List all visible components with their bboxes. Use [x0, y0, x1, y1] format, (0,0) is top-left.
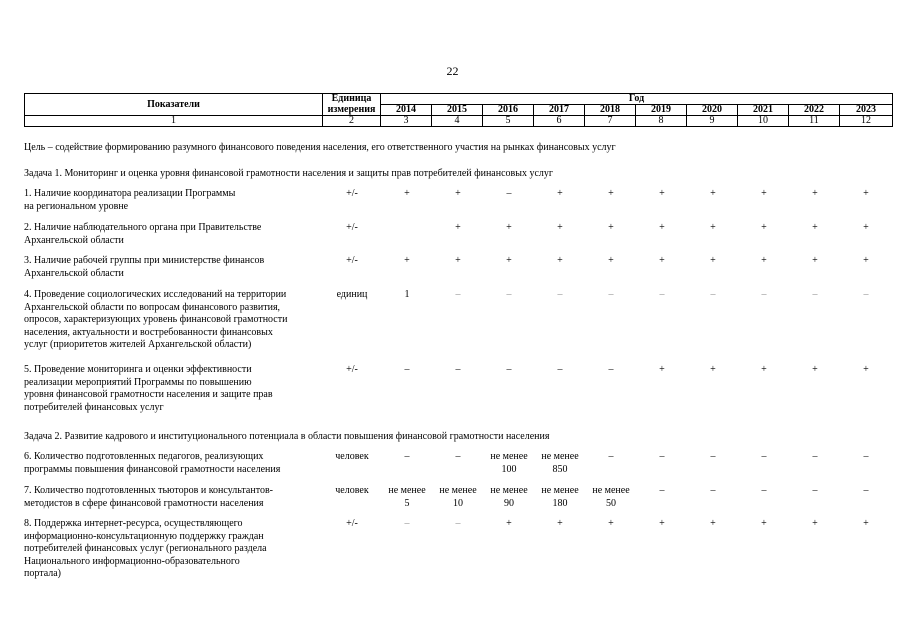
indicator-label-line: 8. Поддержка интернет-ресурса, осуществляющего: [24, 518, 243, 529]
value-text: –: [863, 485, 869, 496]
year-value-cell: [534, 289, 586, 302]
value-text: +: [455, 188, 461, 199]
value-text: +: [404, 188, 410, 199]
value-text: 5: [404, 497, 410, 509]
header-year-cell: 2021: [738, 105, 789, 116]
value-text: –: [812, 485, 818, 496]
year-value-cell: [840, 485, 892, 498]
column-number: 5: [483, 116, 534, 127]
header-year-cell: 2015: [432, 105, 483, 116]
value-text: –: [710, 289, 716, 300]
year-value-cell: [534, 188, 586, 201]
value-text: +: [659, 518, 665, 529]
value-text: +: [710, 188, 716, 199]
year-value-cell: [432, 188, 484, 201]
indicator-label-line: потребителей финансовых услуг (регионального раздела: [24, 543, 267, 554]
year-value-cell: [483, 485, 535, 510]
value-text: +: [761, 364, 767, 375]
column-number: 4: [432, 116, 483, 127]
year-value-cell: [789, 188, 841, 201]
year-value-cell: [840, 289, 892, 302]
year-value-cell: [483, 222, 535, 235]
value-text: +: [710, 222, 716, 233]
indicator-label: [24, 451, 324, 476]
year-value-cell: [483, 255, 535, 268]
value-text: не менее: [439, 485, 477, 496]
year-value-cell: [381, 188, 433, 201]
value-text: –: [761, 485, 767, 496]
value-text: –: [659, 289, 665, 300]
year-value-cell: [585, 451, 637, 464]
header-year-cell: 2022: [789, 105, 840, 116]
value-text: –: [761, 289, 767, 300]
value-text: +: [812, 255, 818, 266]
indicator-label-line: методистов в сфере финансовой грамотности населения: [24, 497, 264, 509]
column-number: 6: [534, 116, 585, 127]
year-value-cell: [381, 451, 433, 464]
value-text: +: [863, 518, 869, 529]
indicator-label-line: на региональном уровне: [24, 200, 129, 212]
header-unit-line2: измерения: [323, 105, 381, 116]
year-value-cell: [789, 451, 841, 464]
year-value-cell: [585, 255, 637, 268]
value-text: +: [812, 518, 818, 529]
value-text: не менее: [490, 485, 528, 496]
value-text: –: [404, 451, 410, 462]
value-text: +: [863, 188, 869, 199]
header-year-cell: 2020: [687, 105, 738, 116]
unit-cell: +/-: [346, 518, 358, 529]
value-text: 850: [552, 463, 568, 475]
value-text: +: [455, 255, 461, 266]
value-text: –: [506, 188, 512, 199]
unit-cell: +/-: [346, 222, 358, 233]
year-value-cell: [636, 188, 688, 201]
value-text: +: [761, 188, 767, 199]
value-text: –: [455, 289, 461, 300]
unit-cell: +/-: [346, 364, 358, 375]
year-value-cell: [534, 364, 586, 377]
value-text: +: [557, 222, 563, 233]
value-text: –: [863, 289, 869, 300]
indicator-table-header: [24, 93, 893, 127]
indicator-label-line: программы повышения финансовой грамотности населения: [24, 463, 281, 475]
value-text: –: [557, 364, 563, 375]
year-value-cell: [687, 485, 739, 498]
column-number: 8: [636, 116, 687, 127]
year-value-cell: [789, 485, 841, 498]
unit-cell: человек: [335, 485, 369, 496]
year-value-cell: [381, 364, 433, 377]
indicator-label: [24, 289, 324, 352]
value-text: –: [812, 289, 818, 300]
header-indicators: Показатели: [25, 94, 323, 116]
year-value-cell: [636, 485, 688, 498]
value-text: +: [761, 255, 767, 266]
indicator-label: [24, 188, 324, 213]
indicator-label-line: населения, актуальности и востребованности финансовых: [24, 326, 273, 338]
indicator-label-line: 4. Проведение социологических исследований на территории: [24, 289, 287, 300]
value-text: +: [812, 364, 818, 375]
year-value-cell: [840, 222, 892, 235]
unit-cell: +/-: [346, 255, 358, 266]
column-number: 7: [585, 116, 636, 127]
value-text: 100: [501, 463, 517, 475]
indicator-label-line: информационно-консультационную поддержку граждан: [24, 530, 264, 542]
value-text: не менее: [541, 485, 579, 496]
value-text: +: [608, 255, 614, 266]
value-text: –: [608, 364, 614, 375]
value-text: –: [863, 451, 869, 462]
value-text: –: [455, 518, 461, 529]
year-value-cell: [636, 518, 688, 531]
year-value-cell: [534, 451, 586, 476]
header-year-cell: 2017: [534, 105, 585, 116]
value-text: +: [812, 222, 818, 233]
value-text: –: [608, 289, 614, 300]
value-text: +: [608, 188, 614, 199]
year-value-cell: [483, 188, 535, 201]
year-value-cell: [789, 364, 841, 377]
value-text: не менее: [388, 485, 426, 496]
year-value-cell: [789, 518, 841, 531]
indicator-label: [24, 518, 324, 581]
value-text: +: [863, 255, 869, 266]
value-text: –: [659, 451, 665, 462]
year-value-cell: [381, 485, 433, 510]
value-text: –: [710, 451, 716, 462]
value-text: +: [761, 518, 767, 529]
value-text: +: [659, 188, 665, 199]
year-value-cell: [432, 485, 484, 510]
column-number: 2: [323, 116, 381, 127]
year-value-cell: [738, 289, 790, 302]
value-text: +: [863, 222, 869, 233]
year-value-cell: [687, 222, 739, 235]
value-text: +: [506, 222, 512, 233]
value-text: –: [506, 364, 512, 375]
value-text: +: [812, 188, 818, 199]
year-value-cell: [534, 255, 586, 268]
unit-cell: +/-: [346, 188, 358, 199]
year-value-cell: [636, 451, 688, 464]
value-text: +: [557, 518, 563, 529]
value-text: –: [659, 485, 665, 496]
value-text: 1: [404, 289, 410, 300]
value-text: 90: [504, 497, 514, 509]
goal-text: Цель – содействие формированию разумного финансового поведения населения, его ответственного участия на рынках финансовых услуг: [24, 142, 616, 153]
indicator-label-line: реализации мероприятий Программы по повышению: [24, 376, 252, 388]
indicator-label: [24, 364, 324, 414]
year-value-cell: [789, 289, 841, 302]
year-value-cell: [789, 255, 841, 268]
header-year-cell: 2018: [585, 105, 636, 116]
year-value-cell: [840, 451, 892, 464]
header-year-cell: 2019: [636, 105, 687, 116]
column-number: 9: [687, 116, 738, 127]
task-2-heading: Задача 2. Развитие кадрового и институционального потенциала в области повышения финансовой грамотности населения: [24, 431, 550, 442]
year-value-cell: [738, 188, 790, 201]
year-value-cell: [381, 255, 433, 268]
year-value-cell: [585, 289, 637, 302]
value-text: не менее: [541, 451, 579, 462]
indicator-label-line: услуг (приоритетов жителей Архангельской области): [24, 339, 252, 350]
year-value-cell: [687, 289, 739, 302]
year-value-cell: [738, 222, 790, 235]
year-value-cell: [381, 518, 433, 531]
year-value-cell: [840, 255, 892, 268]
year-value-cell: [840, 518, 892, 531]
value-text: +: [608, 222, 614, 233]
value-text: –: [557, 289, 563, 300]
indicator-label-line: Архангельской области: [24, 234, 124, 246]
year-value-cell: [687, 188, 739, 201]
year-value-cell: [687, 518, 739, 531]
value-text: +: [863, 364, 869, 375]
value-text: –: [404, 518, 410, 529]
indicator-label-line: 1. Наличие координатора реализации Программы: [24, 188, 236, 199]
year-value-cell: [687, 364, 739, 377]
year-value-cell: [738, 255, 790, 268]
indicator-label-line: Архангельской области: [24, 267, 124, 279]
value-text: +: [710, 364, 716, 375]
year-value-cell: [738, 364, 790, 377]
year-value-cell: [534, 518, 586, 531]
indicator-label: [24, 222, 324, 247]
header-year-cell: 2016: [483, 105, 534, 116]
value-text: 180: [552, 497, 568, 509]
task-1-heading: Задача 1. Мониторинг и оценка уровня финансовой грамотности населения и защиты прав потребителей финансовых услуг: [24, 168, 553, 179]
year-value-cell: [585, 485, 637, 510]
value-text: –: [455, 364, 461, 375]
indicator-label-line: портала): [24, 568, 61, 579]
year-value-cell: [381, 289, 433, 302]
year-value-cell: [432, 255, 484, 268]
year-value-cell: [483, 364, 535, 377]
value-text: +: [506, 518, 512, 529]
header-year-cell: 2014: [381, 105, 432, 116]
value-text: +: [659, 364, 665, 375]
indicator-label-line: 5. Проведение мониторинга и оценки эффективности: [24, 364, 252, 375]
value-text: +: [557, 255, 563, 266]
indicator-label-line: 7. Количество подготовленных тьюторов и консультантов-: [24, 485, 274, 496]
year-value-cell: [483, 451, 535, 476]
column-number: 3: [381, 116, 432, 127]
page-number: 22: [446, 64, 459, 78]
year-value-cell: [636, 222, 688, 235]
year-value-cell: [585, 364, 637, 377]
value-text: не менее: [592, 485, 630, 496]
header-year-cell: 2023: [840, 105, 893, 116]
year-value-cell: [534, 485, 586, 510]
year-value-cell: [483, 289, 535, 302]
value-text: +: [608, 518, 614, 529]
value-text: –: [404, 364, 410, 375]
year-value-cell: [432, 289, 484, 302]
indicator-label-line: 3. Наличие рабочей группы при министерстве финансов: [24, 255, 265, 266]
year-value-cell: [738, 485, 790, 498]
indicator-label-line: 6. Количество подготовленных педагогов, реализующих: [24, 451, 264, 462]
value-text: +: [506, 255, 512, 266]
year-value-cell: [636, 289, 688, 302]
year-value-cell: [432, 518, 484, 531]
column-number: 11: [789, 116, 840, 127]
value-text: –: [608, 451, 614, 462]
indicator-label-line: уровня финансовой грамотности населения и защите прав: [24, 389, 273, 400]
year-value-cell: [483, 518, 535, 531]
header-year: Год: [381, 94, 893, 105]
value-text: –: [506, 289, 512, 300]
indicator-label-line: Архангельской области по вопросам финансового развития,: [24, 301, 281, 313]
indicator-label: [24, 255, 324, 280]
value-text: 10: [453, 497, 463, 509]
year-value-cell: [585, 222, 637, 235]
value-text: +: [761, 222, 767, 233]
value-text: –: [710, 485, 716, 496]
value-text: –: [812, 451, 818, 462]
indicator-label: [24, 485, 324, 510]
year-value-cell: [585, 518, 637, 531]
year-value-cell: [636, 255, 688, 268]
year-value-cell: [432, 222, 484, 235]
year-value-cell: [585, 188, 637, 201]
indicator-label-line: опросов, характеризующих уровень финансовой грамотности: [24, 314, 288, 325]
year-value-cell: [432, 451, 484, 464]
year-value-cell: [534, 222, 586, 235]
value-text: –: [455, 451, 461, 462]
value-text: +: [557, 188, 563, 199]
year-value-cell: [738, 518, 790, 531]
year-value-cell: [789, 222, 841, 235]
indicator-label-line: 2. Наличие наблюдательного органа при Правительстве: [24, 222, 262, 233]
value-text: +: [659, 222, 665, 233]
value-text: +: [659, 255, 665, 266]
year-value-cell: [432, 364, 484, 377]
value-text: +: [404, 255, 410, 266]
year-value-cell: [687, 451, 739, 464]
unit-cell: единиц: [336, 289, 368, 300]
unit-cell: человек: [335, 451, 369, 462]
indicator-label-line: потребителей финансовых услуг: [24, 401, 164, 413]
indicator-label-line: Национального информационно-образовательного: [24, 555, 240, 567]
column-number: 12: [840, 116, 893, 127]
value-text: 50: [606, 497, 616, 509]
year-value-cell: [687, 255, 739, 268]
value-text: +: [710, 255, 716, 266]
value-text: –: [761, 451, 767, 462]
year-value-cell: [840, 364, 892, 377]
year-value-cell: [636, 364, 688, 377]
value-text: не менее: [490, 451, 528, 462]
column-number: 10: [738, 116, 789, 127]
value-text: +: [455, 222, 461, 233]
year-value-cell: [840, 188, 892, 201]
year-value-cell: [738, 451, 790, 464]
header-unit-line1: Единица: [323, 94, 381, 105]
value-text: +: [710, 518, 716, 529]
column-number: 1: [25, 116, 323, 127]
